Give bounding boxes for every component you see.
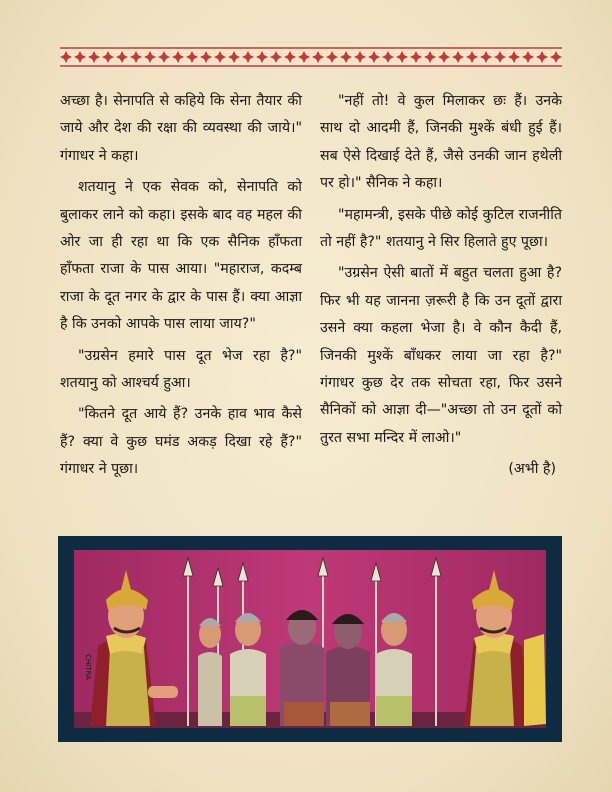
- paragraph: शतयानु ने एक सेवक को, सेनापति को बुलाकर लाने को कहा। इसके बाद वह महल की ओर जा ही रहा था कि एक सैनिक हाँफता हाँफता राजा के पास आया। "महाराज, कदम्ब राजा के दूत नगर के द्वार के पास हैं। क्या आज्ञा है कि उनको आपके पास लाया जाय?": [60, 179, 302, 333]
- paragraph: "कितने दूत आये हैं? उनके हाव भाव कैसे हैं? क्या वे कुछ घमंड अकड़ दिखा रहे हैं?" गंगाधर ने पूछा।: [60, 406, 302, 478]
- court-scene-illustration: [58, 536, 562, 742]
- paragraph: "नहीं तो! वे कुल मिलाकर छः हैं। उनके साथ दो आदमी हैं, जिनकी मुश्कें बंधी हुई हैं। सब ऐसे दिखाई देते हैं, जैसे उनकी जान हथेली पर हो।" सैनिक ने कहा।: [320, 93, 562, 192]
- paragraph: "उग्रसेन ऐसी बातों में बहुत चलता हुआ है? फिर भी यह जानना ज़रूरी है कि उन दूतों द्वारा उसने क्या कहला भेजा है। वे कौन कैदी हैं, जिनकी मुश्कें बाँधकर लाया जा रहा है?" गंगाधर कुछ देर तक सोचता रहा, फिर उसने सैनिकों को आज्ञा दी—"अच्छा तो उन दूतों को तुरत सभा मन्दिर में लाओ।": [320, 265, 562, 446]
- paragraph: "महामन्त्री, इसके पीछे कोई कुटिल राजनीति तो नहीं है?" शतयानु ने सिर हिलाते हुए पूछा।: [320, 206, 562, 251]
- paragraph: "उग्रसेन हमारे पास दूत भेज रहा है?" शतयानु को आश्चर्य हुआ।: [60, 347, 302, 392]
- left-column: [60, 88, 302, 528]
- decorative-border: [60, 46, 562, 68]
- right-column: [320, 88, 562, 528]
- continued-note: (अभी है): [508, 461, 556, 478]
- paragraph: अच्छा है। सेनापति से कहिये कि सेना तैयार की जाये और देश की रक्षा की व्यवस्था की जाये।" गंगाधर ने कहा।: [60, 93, 302, 164]
- text-columns: [60, 88, 562, 528]
- artist-signature: CHITRA: [84, 654, 92, 680]
